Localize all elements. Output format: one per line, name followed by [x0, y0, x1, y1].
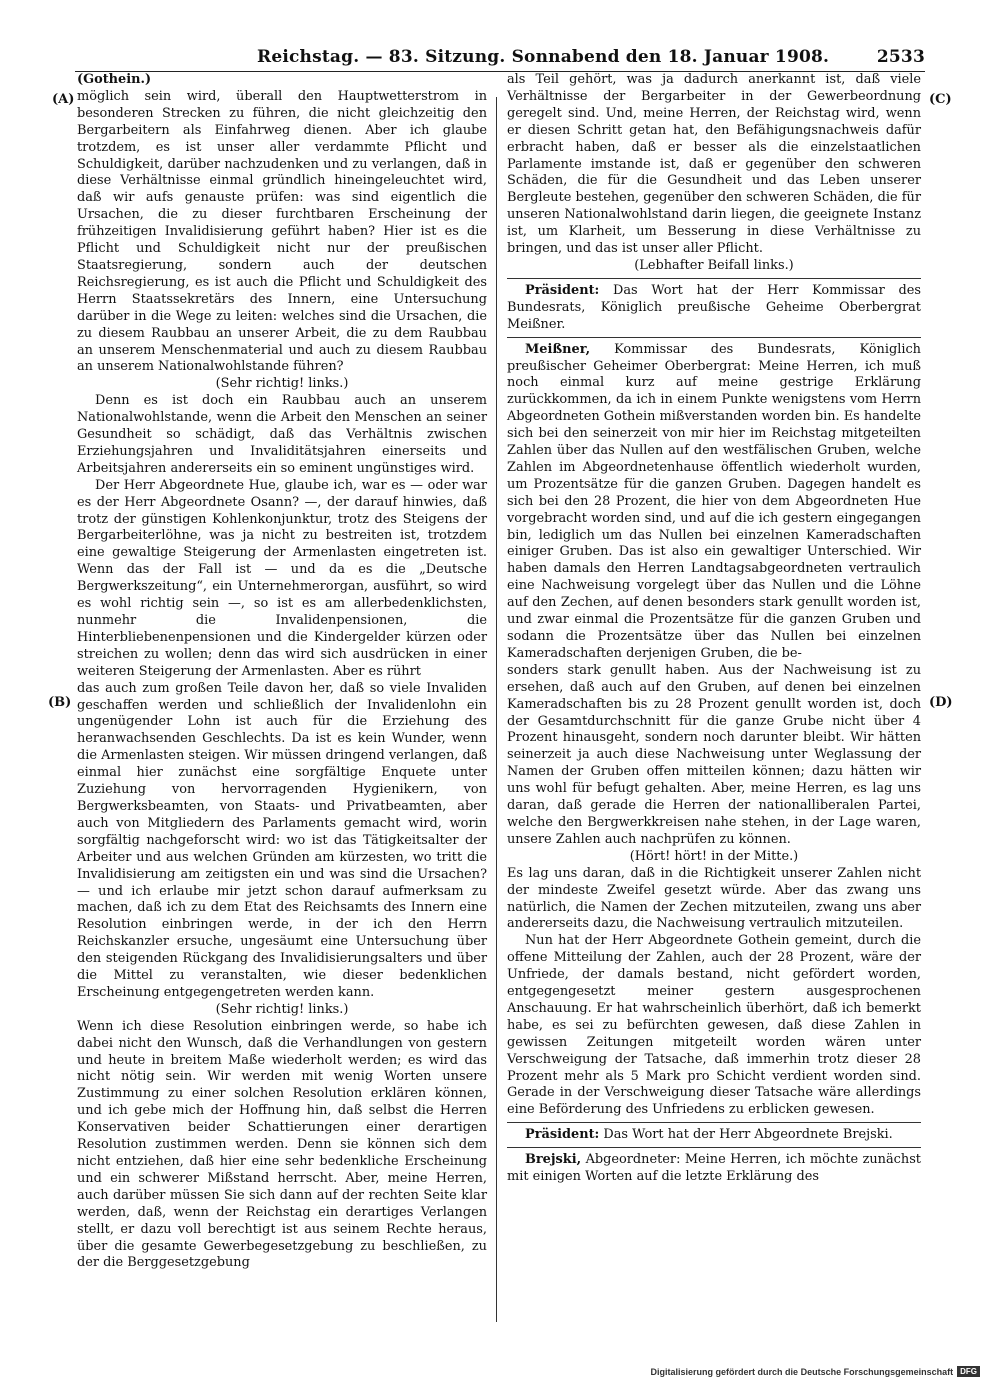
speaker-label: Meißner, [525, 341, 591, 357]
column-divider [496, 97, 497, 1322]
paragraph: Der Herr Abgeordnete Hue, glaube ich, war es — oder war es der Herr Abgeordnete Osann? —, der darauf hinwies, daß trotz der günstigen Kohlenkonjunktur, trotz des Steigens der Bergarbeiterlöhne, was ja nicht zu bestreiten ist, trotzdem eine gewaltige Steigerung der Armenlasten eingetreten ist. Wenn das der Fall ist — und da es die „Deutsche Bergwerkszeitung“, ein Unternehmerorgan, ausführt, so wird es wohl richtig sein —, so ist es am allerbedenklichsten, nunmehr die Invalidenpensionen, die Hinterbliebenenpensionen und die Kindergelder kürzen oder streichen zu wollen; denn das wird sich ausdrücken in einer weiteren Steigerung der Armenlasten. Aber es rührt [77, 477, 487, 679]
digitization-footer [651, 1366, 980, 1377]
paragraph: Nun hat der Herr Abgeordnete Gothein gemeint, durch die offene Mitteilung der Zahlen, auch der 28 Prozent, wäre der Unfriede, der damals bestand, nicht gefördert worden, entgegengesetzt meiner gestern ausgesprochenen Anschauung. Er hat wahrscheinlich überhört, daß ich bemerkt habe, es sei zu befürchten gewesen, daß diese Zahlen in gewissen Zeitungen mitgeteilt worden wären unter Verschweigung der Tatsache, daß immerhin trotz dieser 28 Prozent mehr als 5 Mark pro Schicht verdient worden sind. Gerade in der Verschweigung dieser Tatsache wäre allerdings eine Beförderung des Unfriedens zu erblicken gewesen. [507, 933, 921, 1118]
section-rule [507, 1122, 921, 1123]
paragraph: Abgeordneter: Meine Herren, ich möchte zunächst mit einigen Worten auf die letzte Erklärung des [507, 1152, 921, 1185]
interjection: (Sehr richtig! links.) [215, 1001, 349, 1017]
interjection: (Lebhafter Beifall links.) [634, 257, 794, 273]
page-header-title: Reichstag. — 83. Sitzung. Sonnabend den 18. Januar 1908. [257, 47, 830, 67]
left-column [77, 72, 487, 1272]
paragraph: das auch zum großen Teile davon her, daß so viele Invaliden geschaffen werden und schließlich der Invalidenlohn ein ungenügender Lohn ist auch für die Erziehung des heranwachsenden Geschlechts. Da ist es kein Wunder, wenn die Armenlasten steigen. Wir müssen dringend verlangen, daß einmal hier zunächst eine sorgfältige Enquete unter Zuziehung von hervorragenden Hygienikern, von Bergwerksbeamten, von Staats- und Privatbeamten, aber auch von Mitgliedern des Parlaments gemacht wird, worin sorgfältig nachgeforscht wird: wo ist das Tätigkeitsalter der Arbeiter und aus welchen Gründen am kürzesten, wo tritt die Invalidisierung am zeitigsten ein und was sind die Ursachen? — und ich erlaube mir jetzt schon darauf aufmerksam zu machen, daß ich zu dem Etat des Reichsamts des Innern eine Resolution einbringen werde, in der ich den Herrn Reichskanzler ersuche, ungesäumt eine Untersuchung über den steigenden Rückgang des Invalidisierungsalters und über die Mittel zu veranstalten, wie dieser bedenklichen Erscheinung entgegengetreten werden kann. [77, 680, 487, 1000]
paragraph: Wenn ich diese Resolution einbringen werde, so habe ich dabei nicht den Wunsch, daß die Verhandlungen von gestern und heute in breitem Maße wiederholt werden; es wird das nicht nötig sein. Wir werden mit wenig Worten unsere Zustimmung zu einer solchen Resolution erklären können, und ich gebe mich der Hoffnung hin, daß selbst die Herren Konservativen beider Schattierungen einer derartigen Resolution zustimmen werden. Denn sie können sich dem nicht entziehen, daß hier eine sehr bedenkliche Erscheinung und ein schwerer Mißstand herrscht. Aber, meine Herren, auch darüber müssen Sie sich dann auf der rechten Seite klar werden, daß, wenn der Reichstag ein derartiges Verlangen stellt, er dazu voll berechtigt ist aus seinem Rechte heraus, über die gesamte Gewerbegesetzgebung zu beschließen, zu der die Berggesetzgebung [77, 1018, 487, 1271]
interjection: (Sehr richtig! links.) [215, 376, 349, 392]
speaker-label: (Gothein.) [77, 72, 152, 87]
margin-marker-d: (D) [929, 695, 953, 710]
paragraph: als Teil gehört, was ja dadurch anerkannt ist, daß viele Verhältnisse der Bergarbeiter in der Gewerbeordnung geregelt sind. Und, meine Herren, der Reichstag wird, wenn er diesen Schritt getan hat, den Befähigungsnachweis dafür erbracht haben, daß er besser als die einzelstaatlichen Parlamente imstande ist, daß er gegenüber den schweren Schäden, die für die Gesundheit und das Leben unserer Bergleute bestehen, gegenüber den schweren Schäden, die für unseren Nationalwohlstand darin liegen, die geeignete Instanz ist, um Klarheit, um Besserung in diese Verhältnisse zu bringen, und das ist unser aller Pflicht. [507, 72, 921, 257]
president-statement [507, 1127, 921, 1144]
speaker-label: Brejski, [525, 1152, 582, 1168]
page-header [75, 45, 925, 72]
speech-opening [507, 342, 921, 663]
margin-marker-a: (A) [52, 92, 75, 107]
section-rule [507, 337, 921, 338]
margin-marker-b: (B) [48, 695, 72, 710]
speaker-label: Präsident: [525, 282, 600, 298]
dfg-logo: DFG [957, 1366, 980, 1377]
speech-opening [507, 1152, 921, 1186]
paragraph: Kommissar des Bundesrats, Königlich preußischer Geheimer Oberbergrat: Meine Herren, ich muß noch einmal kurz auf meine gestrige Erklärung zurückkommen, da ich in einem Punkte wenigstens vom Herrn Abgeordneten Gothein mißverstanden worden bin. Es handelte sich bei den seinerzeit von mir hier im Reichstag mitgeteilten Zahlen über das Nullen auf den westfälischen Gruben, welche Zahlen im Abgeordnetenhause öffentlich wiederholt wurden, um Prozentsätze für die ganzen Gruben. Dagegen handelt es sich bei den 28 Prozent, die hier von dem Abgeordneten Hue vorgebracht worden sind, und auf die ich gestern eingegangen bin, lediglich um das Nullen bei einzelnen Kameradschaften einiger Gruben. Das ist also ein gewaltiger Unterschied. Wir haben damals den Herren Landtagsabgeordneten vertraulich eine Nachweisung vorgelegt über das Nullen und die Löhne auf den Zechen, auf denen besonders stark genullt worden ist, und zwar einmal die Prozentsätze für die ganzen Gruben und sodann die Prozentsätze über das Nullen bei einzelnen Kameradschaften derjenigen Gruben, die be- [507, 341, 921, 661]
president-statement [507, 283, 921, 334]
page-number: 2533 [876, 47, 925, 67]
section-rule [507, 1147, 921, 1148]
section-rule [507, 278, 921, 279]
right-column [507, 72, 921, 1186]
paragraph: sonders stark genullt haben. Aus der Nachweisung ist zu ersehen, daß auch auf den Gruben, auf denen bei einzelnen Kameradschaften bis zu 28 Prozent genullt worden ist, doch der Gesamtdurchschnitt für die ganze Grube nicht über 4 Prozent hinausgeht, sondern noch darunter bleibt. Wir hätten seinerzeit ja auch diese Nachweisung unter Weglassung der Namen der Gruben offen mitteilen können; dazu hätten wir uns wohl für befugt gehalten. Aber, meine Herren, es lag uns daran, daß gerade die Herren der nationalliberalen Partei, welche den Bergwerkkreisen nahe stehen, in der Lage waren, unsere Zahlen auch nachprüfen zu können. [507, 662, 921, 847]
margin-marker-c: (C) [929, 92, 952, 107]
paragraph: Das Wort hat der Herr Abgeordnete Brejski. [603, 1127, 893, 1143]
paragraph: möglich sein wird, überall den Hauptwetterstrom in besonderen Strecken zu führen, die nicht gleichzeitig den Bergarbeitern als Einfahrweg dienen. Aber ich glaube trotzdem, es ist unser aller verdammte Pflicht und Schuldigkeit, darüber nachzudenken und zu verlangen, daß in diese Verhältnisse einmal gründlich hineingeleuchtet wird, daß wir aufs genauste prüfen: was sind eigentlich die Ursachen, die zu dieser furchtbaren Erscheinung der frühzeitigen Invalidisierung geführt haben? Hier ist es die Pflicht und Schuldigkeit nicht nur der preußischen Staatsregierung, sondern auch der deutschen Reichsregierung, es ist auch die Pflicht und Schuldigkeit des Herrn Staatssekretärs des Innern, eine Untersuchung darüber in die Wege zu leiten: welches sind die Ursachen, die zu diesem Raubbau an unserer Arbeit, die zu dem Raubbau an unserem Menschenmaterial und auch zu diesem Raubbau an unserem Nationalwohlstande führen? [77, 88, 487, 375]
paragraph: Es lag uns daran, daß in die Richtigkeit unserer Zahlen nicht der mindeste Zweifel gesetzt würde. Aber das zwang uns natürlich, die Namen der Zechen mitzuteilen, zwang uns aber andererseits dazu, die Nachweisung vertraulich mitzuteilen. [507, 865, 921, 932]
speaker-label: Präsident: [525, 1127, 600, 1143]
paragraph: Das Wort hat der Herr Kommissar des Bundesrats, Königlich preußische Geheime Oberbergrat Meißner. [507, 282, 921, 332]
footer-text: Digitalisierung gefördert durch die Deutsche Forschungsgemeinschaft [650, 1366, 954, 1377]
paragraph: Denn es ist doch ein Raubbau auch an unserem Nationalwohlstande, wenn die Arbeit den Menschen an seiner Gesundheit so schädigt, daß das Verhältnis zwischen Erziehungsjahren und Invaliditätsjahren einerseits und Arbeitsjahren andererseits ein so eminent ungünstiges wird. [77, 393, 487, 476]
interjection: (Hört! hört! in der Mitte.) [629, 848, 799, 864]
